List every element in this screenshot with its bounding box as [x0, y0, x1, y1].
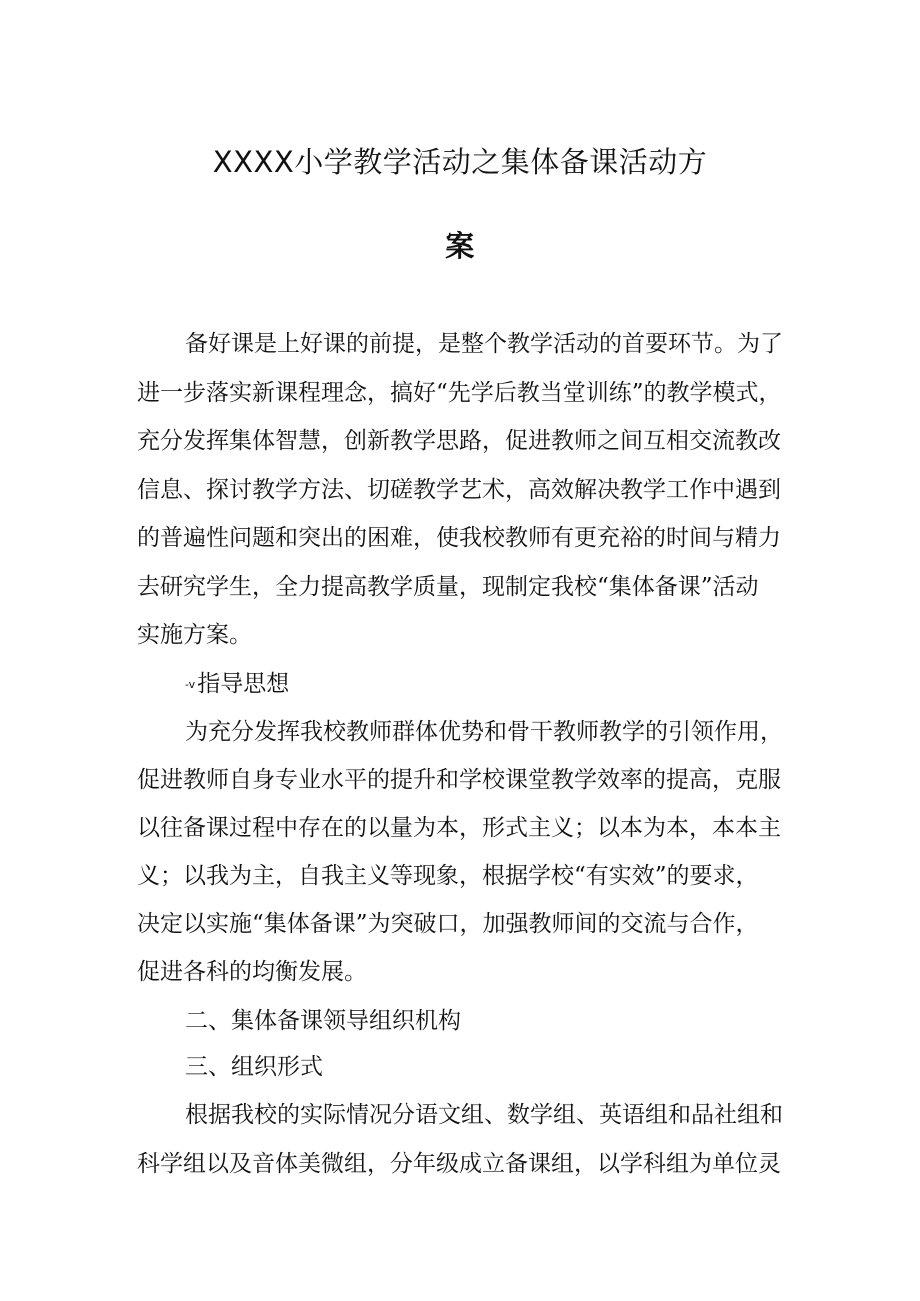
section1-line: 义；以我为主，自我主义等现象，根据学校“有实效”的要求，	[137, 863, 759, 889]
intro-line: 备好课是上好课的前提，是整个教学活动的首要环节。为了	[185, 331, 783, 357]
intro-line: 充分发挥集体智慧，创新教学思路，促进教师之间互相交流教改	[137, 428, 781, 454]
document-title-line-2: 案	[445, 229, 475, 263]
section-heading-organization-form: 三、组织形式	[185, 1054, 323, 1080]
section1-line: 以往备课过程中存在的以量为本，形式主义；以本为本，本本主	[137, 815, 781, 841]
section1-line: 促进教师自身专业水平的提升和学校课堂教学效率的提高，克服	[137, 767, 781, 793]
heading-text: 指导思想	[197, 671, 290, 697]
section1-line: 为充分发挥我校教师群体优势和骨干教师教学的引领作用，	[185, 719, 783, 745]
intro-line: 信息、探讨教学方法、切磋教学艺术，高效解决教学工作中遇到	[137, 477, 781, 503]
section3-line: 科学组以及音体美微组，分年级成立备课组，以学科组为单位灵	[137, 1151, 781, 1177]
intro-line: 的普遍性问题和突出的困难，使我校教师有更充裕的时间与精力	[137, 525, 781, 551]
section-heading-guiding-ideology	[185, 669, 289, 700]
section3-line: 根据我校的实际情况分语文组、数学组、英语组和品社组和	[185, 1102, 783, 1128]
document-title-line-1: XXXX小学教学活动之集体备课活动方	[212, 145, 708, 179]
intro-line: 实施方案。	[137, 622, 252, 648]
section-heading-leadership: 二、集体备课领导组织机构	[185, 1008, 461, 1034]
heading-prefix-mark: -v	[185, 677, 196, 691]
intro-line: 进一步落实新课程理念，搞好“先学后教当堂训练”的教学模式，	[137, 380, 782, 406]
section1-line: 决定以实施“集体备课”为突破口，加强教师间的交流与合作，	[137, 911, 759, 937]
intro-line: 去研究学生，全力提高教学质量，现制定我校“集体备课”活动	[137, 574, 759, 600]
section1-line: 促进各科的均衡发展。	[137, 959, 367, 985]
